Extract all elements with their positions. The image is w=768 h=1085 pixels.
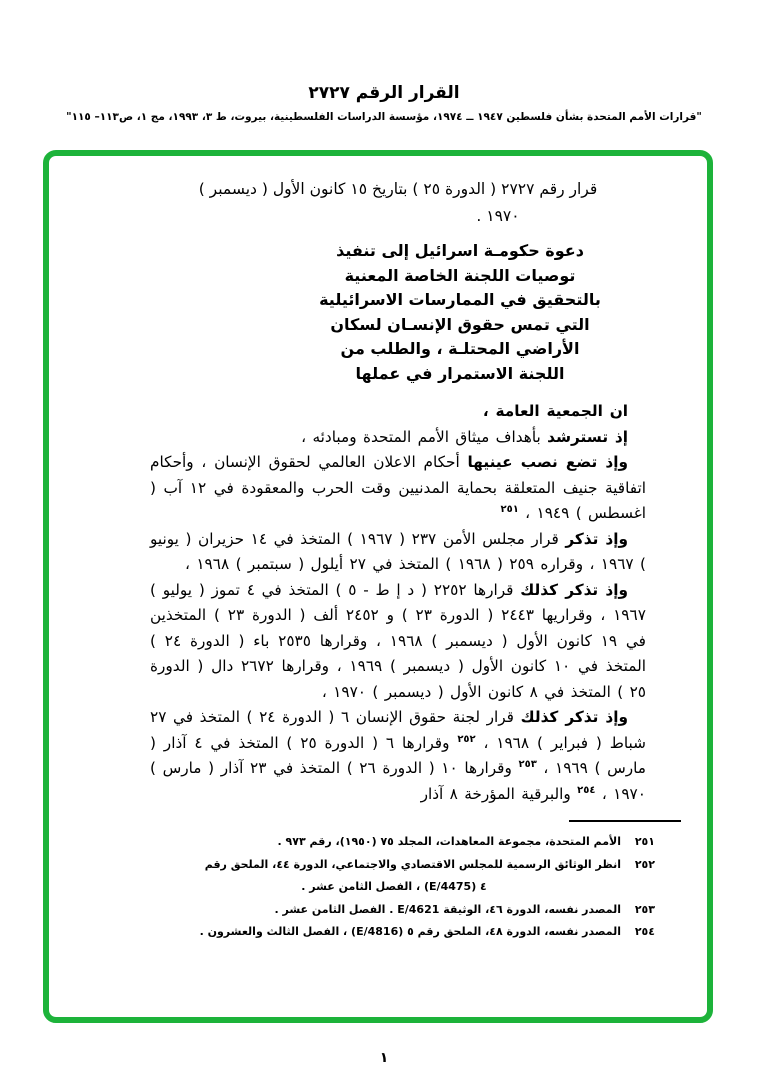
footnote-text: [167, 921, 621, 944]
resolution-body: [150, 399, 646, 807]
page-title: القرار الرقم ٢٧٢٧: [308, 83, 460, 103]
body-text: قرارها ٢٢٥٢ ( د إ ط - ٥ ) المتخذ في ٤ تموز ( يوليو ) ١٩٦٧ ، وقراريها ٢٤٤٣ ( الدورة ٢٣ ) و ٢٤٥٢ ألف ( الدورة ٢٣ ) المتخذين في ١٩ كانون الأول ( ديسمبر ) ١٩٦٨ ، وقرارها ٢٥٣٥ باء ( الدورة ٢٤ ) المتخذ في ١٠ كانون الأول ( ديسمبر ) ١٩٦٩ ، وقرارها ٢٦٧٢ دال ( الدورة ٢٥ ) المتخذ في ٨ كانون الأول ( ديسمبر ) ١٩٧٠ ،: [150, 580, 646, 701]
body-text: قرار مجلس الأمن ٢٣٧ ( ١٩٦٧ ) المتخذ في ١٤ حزيران ( يونيو ) ١٩٦٧ ، وقراره ٢٥٩ ( ١٩٦٨ ) المتخذ في ٢٧ أيلول ( سبتمبر ) ١٩٦٨ ،: [150, 529, 646, 573]
subject-line: التي تمس حقوق الإنسـان لسكان: [330, 314, 590, 334]
resolution-subject: [212, 239, 708, 386]
footnote-text: [167, 899, 621, 922]
footnote-separator: [569, 820, 681, 822]
subject-line: الأراضي المحتلـة ، والطلب من: [340, 339, 580, 358]
footnote-marker: ٢٥٤: [577, 784, 596, 796]
bold-lead: وإذ تضع نصب عينيها: [467, 453, 628, 471]
body-paragraph: [150, 399, 646, 425]
source-citation: "قرارات الأمم المتحدة بشأن فلسطين ١٩٤٧ ــ ١٩٧٤، مؤسسة الدراسات الفلسطينية، بيروت، ط ٣، ١٩٩٣، مج ١، ص١١٣– ١١٥": [66, 111, 702, 123]
footnote: [167, 899, 655, 922]
footnote-text: [167, 831, 621, 854]
resolution-content: [150, 176, 646, 807]
body-text: وقرارها ١٠ ( الدورة ٢٦ ) المتخذ في ٢٣ آذار ( مارس ) ١٩٧٠ ،: [150, 759, 646, 803]
footnote-number: ٢٥٣: [634, 902, 655, 916]
body-text: بأهداف ميثاق الأمم المتحدة ومبادئه ،: [301, 427, 548, 446]
footnote-number: ٢٥١: [634, 835, 655, 848]
body-text: قرار لجنة حقوق الإنسان ٦ ( الدورة ٢٤ ) المتخذ في ٢٧ شباط ( فبراير ) ١٩٦٨ ،: [150, 708, 646, 752]
body-paragraph: [150, 527, 646, 578]
footnote-text: [167, 854, 621, 899]
caption-line: ١٩٧٠ .: [476, 207, 520, 225]
subject-line: اللجنة الاستمرار في عملها: [355, 363, 565, 383]
bold-lead: وإذ تذكر كذلك: [520, 580, 629, 599]
footnote: [167, 854, 655, 899]
footnote-line: الأمم المتحدة، مجموعة المعاهدات، المجلد ٧٥ (١٩٥٠)، رقم ٩٧٣ .: [277, 835, 621, 848]
body-paragraph: [150, 578, 646, 706]
body-paragraph: [150, 705, 646, 807]
bold-lead: وإذ تذكر: [565, 529, 628, 548]
body-text: أحكام الاعلان العالمي لحقوق الإنسان ، وأحكام اتفاقية جنيف المتعلقة بحماية المدنيين وقت الحرب والمعقودة في ١٢ آب ( اغسطس ) ١٩٤٩ ،: [150, 453, 646, 522]
caption-line: قرار رقم ٢٧٢٧ ( الدورة ٢٥ ) بتاريخ ١٥ كانون الأول ( ديسمبر ): [198, 180, 598, 198]
resolution-frame: [43, 150, 713, 1023]
footnote: [167, 921, 655, 944]
body-text: والبرقية المؤرخة ٨ آذار: [420, 784, 578, 803]
body-paragraph: [150, 450, 646, 527]
footnote-list: [167, 831, 655, 944]
footnote-marker: ٢٥١: [500, 503, 519, 515]
resolution-caption: [150, 176, 646, 230]
footnote-marker: ٢٥٢: [457, 733, 476, 745]
footnote-line: المصدر نفسه، الدورة ٤٦، الوثيقة E/4621 . الفصل الثامن عشر .: [274, 902, 621, 916]
body-paragraph: [150, 425, 646, 451]
footnote-line: انظر الوثائق الرسمية للمجلس الاقتصادي والاجتماعي، الدورة ٤٤، الملحق رقم: [204, 857, 621, 871]
body-text: وقرارها ٦ ( الدورة ٢٥ ) المتخذ في ٤ آذار ( مارس ) ١٩٦٩ ،: [150, 733, 646, 777]
footnotes-section: [167, 820, 655, 944]
footnote-number: ٢٥٢: [634, 857, 655, 871]
page-number: ١: [379, 1050, 389, 1066]
footnote-line: المصدر نفسه، الدورة ٤٨، الملحق رقم ٥ (E/4816) ، الفصل الثالث والعشرون .: [199, 925, 621, 938]
subject-line: دعوة حكومـة اسرائيل إلى تنفيذ: [336, 241, 584, 260]
bold-lead: وإذ تذكر كذلك: [520, 708, 628, 726]
subject-line: بالتحقيق في الممارسات الاسرائيلية: [319, 290, 601, 309]
footnote-line: ٤ (E/4475) ، الفصل الثامن عشر .: [301, 880, 487, 893]
subject-line: توصيات اللجنة الخاصة المعنية: [344, 265, 576, 285]
footnote-number: ٢٥٤: [634, 925, 655, 938]
bold-lead: ان الجمعية العامة ،: [482, 402, 628, 420]
bold-lead: إذ تسترشد: [547, 427, 628, 446]
footnote: [167, 831, 655, 854]
footnote-marker: ٢٥٣: [518, 758, 537, 770]
